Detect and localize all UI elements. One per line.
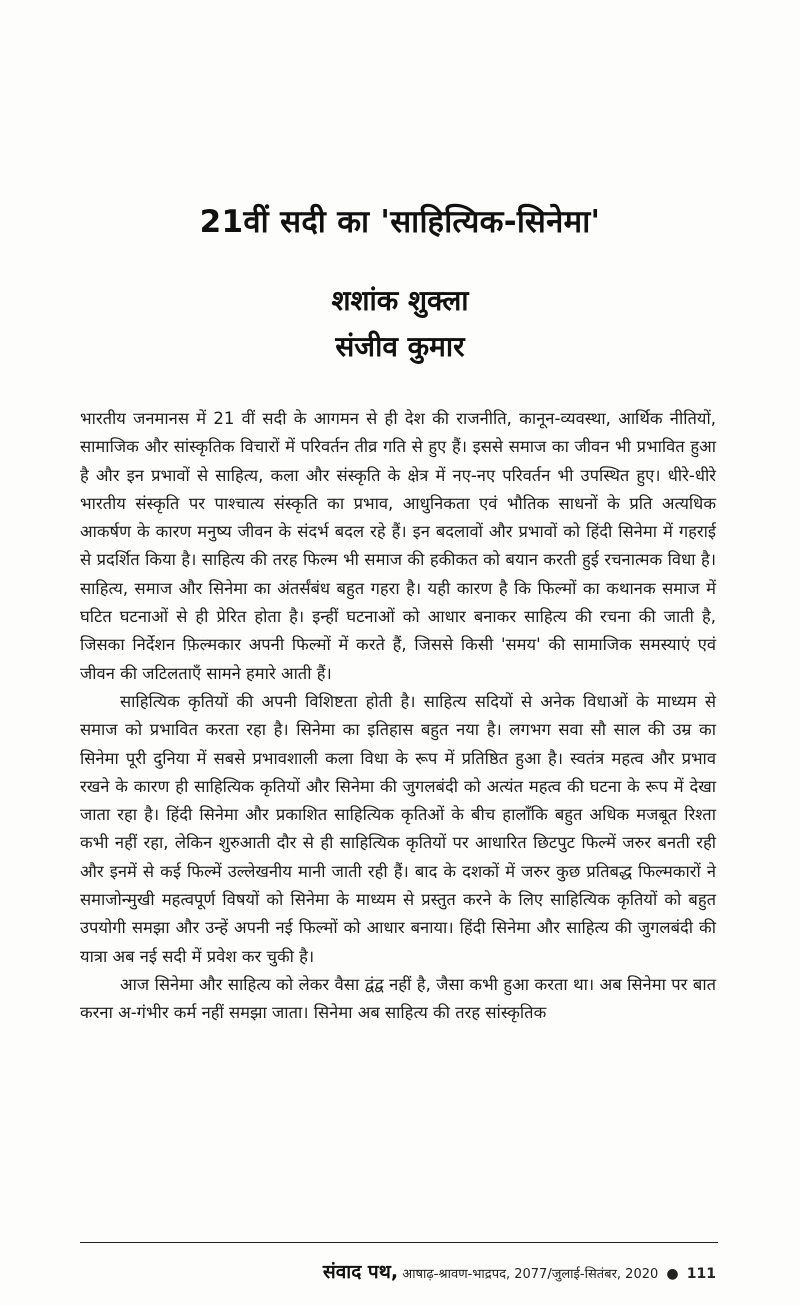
author-list [0, 278, 800, 370]
journal-name: संवाद पथ, [322, 1261, 399, 1283]
bullet-separator: ● [666, 1266, 679, 1282]
article-body [80, 405, 716, 1028]
body-paragraph: भारतीय जनमानस में 21 वीं सदी के आगमन से ही देश की राजनीति, कानून-व्यवस्था, आर्थिक नीतियों, सामाजिक और सांस्कृतिक विचारों में परिवर्तन तीव्र गति से हुए हैं। इससे समाज का जीवन भी प्रभावित हुआ है और इन प्रभावों से साहित्य, कला और संस्कृति के क्षेत्र में नए-नए परिवर्तन भी उपस्थित हुए। धीरे-धीरे भारतीय संस्कृति पर पाश्चात्य संस्कृति का प्रभाव, आधुनिकता एवं भौतिक साधनों के प्रति अत्यधिक आकर्षण के कारण मनुष्य जीवन के संदर्भ बदल रहे हैं। इन बदलावों और प्रभावों को हिंदी सिनेमा में गहराई से प्रदर्शित किया है। साहित्य की तरह फिल्म भी समाज की हकीकत को बयान करती हुई रचनात्मक विधा है। साहित्य, समाज और सिनेमा का अंतर्संबंध बहुत गहरा है। यही कारण है कि फिल्मों का कथानक समाज में घटित घटनाओं से ही प्रेरित होता है। इन्हीं घटनाओं को आधार बनाकर साहित्य की रचना की जाती है, जिसका निर्देशन फ़िल्मकार अपनी फिल्मों में करते हैं, जिससे किसी 'समय' की सामाजिक समस्याएं एवं जीवन की जटिलताएँ सामने हमारे आती हैं। [80, 409, 716, 683]
author-name: संजीव कुमार [335, 330, 465, 363]
page-footer [323, 1258, 716, 1284]
footer-divider [80, 1242, 718, 1243]
article-title: 21वीं सदी का 'साहित्यिक-सिनेमा' [199, 204, 601, 240]
page-number: 111 [686, 1266, 716, 1282]
body-paragraph: साहित्यिक कृतियों की अपनी विशिष्टता होती है। साहित्य सदियों से अनेक विधाओं के माध्यम से समाज को प्रभावित करता रहा है। सिनेमा का इतिहास बहुत नया है। लगभग सवा सौ साल की उम्र का सिनेमा पूरी दुनिया में सबसे प्रभावशाली कला विधा के रूप में प्रतिष्ठित हुआ है। स्वतंत्र महत्व और प्रभाव रखने के कारण ही साहित्यिक कृतियों और सिनेमा की जुगलबंदी को अत्यंत महत्व की घटना के रूप में देखा जाता रहा है। हिंदी सिनेमा और प्रकाशित साहित्यिक कृतिओं के बीच हालाँकि बहुत अधिक मजबूत रिश्ता कभी नहीं रहा, लेकिन शुरुआती दौर से ही साहित्यिक कृतियों पर आधारित छिटपुट फिल्में जरुर बनती रही और इनमें से कई फिल्में उल्लेखनीय मानी जाती रही हैं। बाद के दशकों में जरुर कुछ प्रतिबद्ध फिल्मकारों ने समाजोन्मुखी महत्वपूर्ण विषयों को सिनेमा के माध्यम से प्रस्तुत करने के लिए साहित्यिक कृतियों को बहुत उपयोगी समझा और उन्हें अपनी नई फिल्मों को आधार बनाया। हिंदी सिनेमा और साहित्य की जुगलबंदी की यात्रा अब नई सदी में प्रवेश कर चुकी है। [80, 691, 716, 966]
issue-info: आषाढ़-श्रावण-भाद्रपद, 2077/जुलाई-सितंबर, 2020 [402, 1267, 659, 1282]
author-name: शशांक शुक्ला [331, 284, 469, 317]
body-paragraph: आज सिनेमा और साहित्य को लेकर वैसा द्वंद्व नहीं है, जैसा कभी हुआ करता था। अब सिनेमा पर बात करना अ-गंभीर कर्म नहीं समझा जाता। सिनेमा अब साहित्य की तरह सांस्कृतिक [80, 974, 716, 1023]
